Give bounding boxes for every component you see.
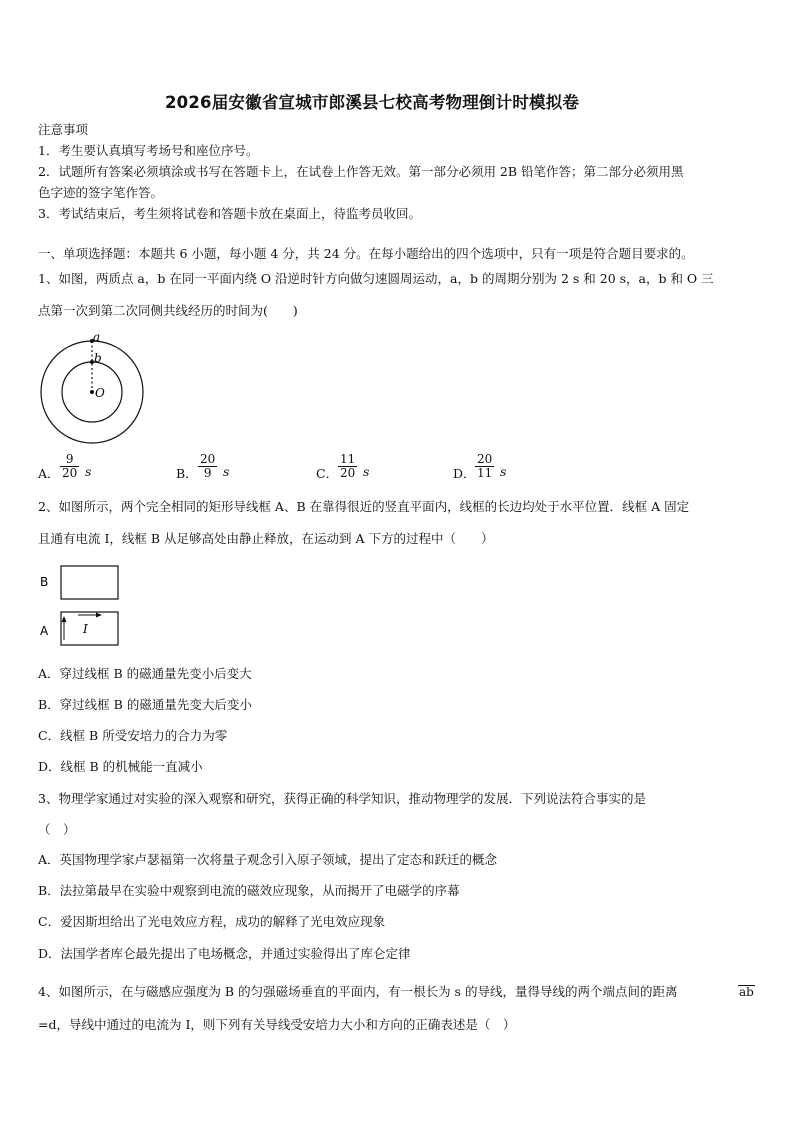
label-a: a xyxy=(93,330,101,344)
section-heading: 一、单项选择题：本题共 6 小题，每小题 4 分，共 24 分。在每小题给出的四个选项中，只有一项是符合题目要求的。 xyxy=(38,246,694,261)
option-a-unit: s xyxy=(85,464,92,479)
option-c-letter: C． xyxy=(316,466,339,481)
notice-item: 3．考试结束后，考生须将试卷和答题卡放在桌面上，待监考员收回。 xyxy=(38,206,421,221)
option-d-unit: s xyxy=(500,464,507,479)
question-2-option: D．线框 B 的机械能一直减小 xyxy=(38,759,203,774)
notice-item: 2．试题所有答案必须填涂或书写在答题卡上，在试卷上作答无效。第一部分必须用 2B 铅笔作答；第二部分必须用黑 xyxy=(38,164,684,179)
wire-frames-figure xyxy=(36,562,126,652)
current-arrow-top-head xyxy=(96,613,102,618)
label-current: I xyxy=(83,622,88,636)
notice-item: 1．考生要认真填写考场号和座位序号。 xyxy=(38,143,259,158)
option-a-letter: A． xyxy=(38,466,60,481)
option-b-fraction: $\frac{20}{9}$ xyxy=(200,452,216,480)
question-1-text: 点第一次到第二次同侧共线经历的时间为( ) xyxy=(38,303,298,318)
question-2-option: B．穿过线框 B 的磁通量先变大后变小 xyxy=(38,697,252,712)
frame-b xyxy=(61,566,118,599)
question-3-option: A．英国物理学家卢瑟福第一次将量子观念引入原子领域，提出了定态和跃迁的概念 xyxy=(38,852,498,867)
question-3-option: C．爱因斯坦给出了光电效应方程，成功的解释了光电效应现象 xyxy=(38,914,386,929)
option-c-unit: s xyxy=(363,464,370,479)
notice-heading: 注意事项 xyxy=(38,122,89,137)
option-c-fraction: $\frac{11}{20}$ xyxy=(340,452,356,480)
frame-a xyxy=(61,612,118,645)
current-arrow-left-head xyxy=(62,616,67,622)
question-1-text: 1、如图，两质点 a，b 在同一平面内绕 O 沿逆时针方向做匀速圆周运动，a，b 的周期分别为 2 s 和 20 s，a，b 和 O 三 xyxy=(38,271,714,286)
question-3-text: 3、物理学家通过对实验的深入观察和研究，获得正确的科学知识，推动物理学的发展．下列说法符合事实的是 xyxy=(38,791,646,806)
concentric-orbit-figure xyxy=(36,330,148,446)
question-2-text: 2、如图所示，两个完全相同的矩形导线框 A、B 在靠得很近的竖直平面内，线框的长边均处于水平位置．线框 A 固定 xyxy=(38,499,690,514)
question-2-text: 且通有电流 I，线框 B 从足够高处由静止释放，在运动到 A 下方的过程中（ ） xyxy=(38,531,494,546)
question-4-text: =d，导线中通过的电流为 I，则下列有关导线受安培力大小和方向的正确表述是（ ） xyxy=(38,1017,516,1032)
question-2-option: A．穿过线框 B 的磁通量先变小后变大 xyxy=(38,666,252,681)
question-3-option: D．法国学者库仑最先提出了电场概念，并通过实验得出了库仑定律 xyxy=(38,946,411,961)
page-title: 2026届安徽省宣城市郎溪县七校高考物理倒计时模拟卷 xyxy=(165,93,580,112)
option-b-unit: s xyxy=(223,464,230,479)
label-b: b xyxy=(94,351,102,365)
question-3-option: B．法拉第最早在实验中观察到电流的磁效应现象，从而揭开了电磁学的序幕 xyxy=(38,883,460,898)
point-o xyxy=(90,390,94,394)
notice-item: 色字迹的签字笔作答。 xyxy=(38,185,164,200)
option-d-letter: D． xyxy=(453,466,476,481)
option-b-letter: B． xyxy=(176,466,198,481)
question-2-option: C．线框 B 所受安培力的合力为零 xyxy=(38,728,228,743)
question-3-text: （ ） xyxy=(38,822,76,837)
label-frame-b: B xyxy=(40,575,49,589)
segment-ab: ab xyxy=(739,985,754,999)
option-d-fraction: $\frac{20}{11}$ xyxy=(477,452,493,480)
label-frame-a: A xyxy=(40,624,49,638)
option-a-fraction: $\frac{9}{20}$ xyxy=(62,452,78,480)
question-4-text: 4、如图所示，在与磁感应强度为 B 的匀强磁场垂直的平面内，有一根长为 s 的导线，量得导线的两个端点间的距离 xyxy=(38,984,678,999)
label-o: O xyxy=(95,386,105,400)
